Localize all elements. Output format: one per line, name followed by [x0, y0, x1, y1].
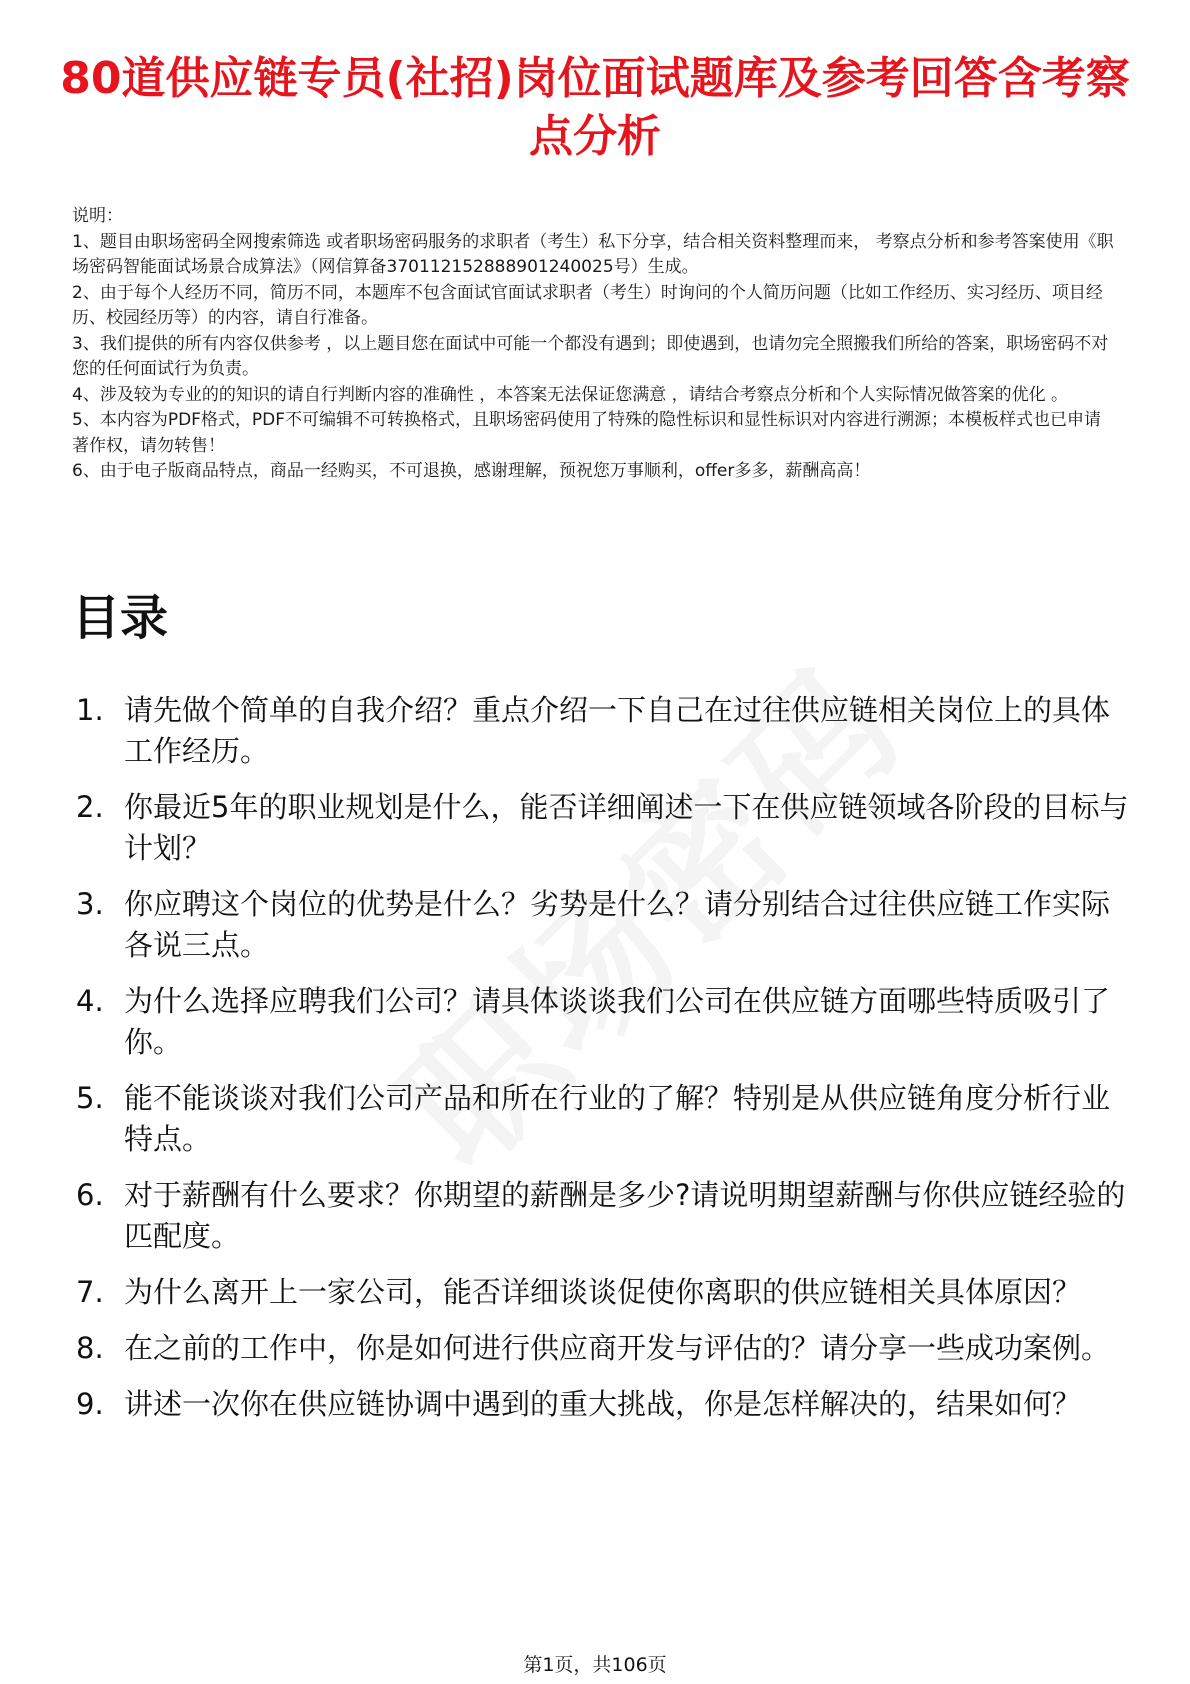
toc-item[interactable]	[72, 1078, 1130, 1160]
toc-item-text: 讲述一次你在供应链协调中遇到的重大挑战，你是怎样解决的，结果如何？	[124, 1387, 1082, 1421]
toc-item[interactable]	[72, 981, 1130, 1063]
toc-item[interactable]	[72, 1272, 1130, 1313]
toc-item-text: 对于薪酬有什么要求？你期望的薪酬是多少?请说明期望薪酬与你供应链经验的匹配度。	[124, 1178, 1126, 1253]
toc-item[interactable]	[72, 884, 1130, 966]
notes-section	[72, 204, 1118, 485]
toc-item-text: 能不能谈谈对我们公司产品和所在行业的了解？特别是从供应链角度分析行业特点。	[124, 1081, 1111, 1156]
toc-item-text: 为什么离开上一家公司，能否详细谈谈促使你离职的供应链相关具体原因？	[124, 1275, 1082, 1309]
toc-heading: 目录	[72, 590, 169, 646]
toc-item-number: 1.	[76, 693, 104, 727]
toc-item[interactable]	[72, 1328, 1130, 1369]
note-item: 6、由于电子版商品特点，商品一经购买，不可退换，感谢理解，预祝您万事顺利，offer多多，薪酬高高！	[72, 461, 871, 481]
toc-item-text: 你最近5年的职业规划是什么，能否详细阐述一下在供应链领域各阶段的目标与计划？	[124, 790, 1129, 865]
note-item: 1、题目由职场密码全网搜索筛选 或者职场密码服务的求职者（考生）私下分享，结合相关资料整理而来， 考察点分析和参考答案使用《职场密码智能面试场景合成算法》（网信算备370112152888901240025号）生成。	[72, 231, 1114, 277]
toc-item[interactable]	[72, 1384, 1130, 1425]
toc-item-number: 5.	[76, 1081, 104, 1115]
document-title: 80道供应链专员(社招)岗位面试题库及参考回答含考察点分析	[60, 53, 1130, 162]
toc-item[interactable]	[72, 1175, 1130, 1257]
toc-item-number: 7.	[76, 1275, 104, 1309]
toc-item[interactable]	[72, 787, 1130, 869]
page-footer: 第1页，共106页	[523, 1654, 667, 1676]
toc-item-text: 在之前的工作中，你是如何进行供应商开发与评估的？请分享一些成功案例。	[124, 1331, 1111, 1365]
toc-item-number: 4.	[76, 984, 104, 1018]
toc-item-number: 9.	[76, 1387, 104, 1421]
toc-list	[72, 690, 1130, 1440]
note-item: 5、本内容为PDF格式，PDF不可编辑不可转换格式，且职场密码使用了特殊的隐性标识和显性标识对内容进行溯源；本模板样式也已申请著作权，请勿转售！	[72, 410, 1102, 456]
toc-item-number: 6.	[76, 1178, 104, 1212]
note-item: 2、由于每个人经历不同，简历不同，本题库不包含面试官面试求职者（考生）时询问的个人简历问题（比如工作经历、实习经历、项目经历、校园经历等）的内容，请自行准备。	[72, 282, 1103, 328]
toc-item-number: 2.	[76, 790, 104, 824]
toc-item[interactable]	[72, 690, 1130, 772]
note-item: 3、我们提供的所有内容仅供参考 ，以上题目您在面试中可能一个都没有遇到；即使遇到，也请勿完全照搬我们所给的答案，职场密码不对您的任何面试行为负责。	[72, 333, 1109, 379]
toc-item-text: 你应聘这个岗位的优势是什么？劣势是什么？请分别结合过往供应链工作实际各说三点。	[124, 887, 1111, 962]
note-item: 4、涉及较为专业的的知识的请自行判断内容的准确性 ，本答案无法保证您满意 ，请结合考察点分析和个人实际情况做答案的优化 。	[72, 384, 1069, 405]
notes-heading: 说明：	[72, 206, 123, 226]
toc-item-text: 请先做个简单的自我介绍？重点介绍一下自己在过往供应链相关岗位上的具体工作经历。	[124, 693, 1111, 768]
toc-item-text: 为什么选择应聘我们公司？请具体谈谈我们公司在供应链方面哪些特质吸引了你。	[124, 984, 1111, 1059]
toc-item-number: 3.	[76, 887, 104, 921]
toc-item-number: 8.	[76, 1331, 104, 1365]
